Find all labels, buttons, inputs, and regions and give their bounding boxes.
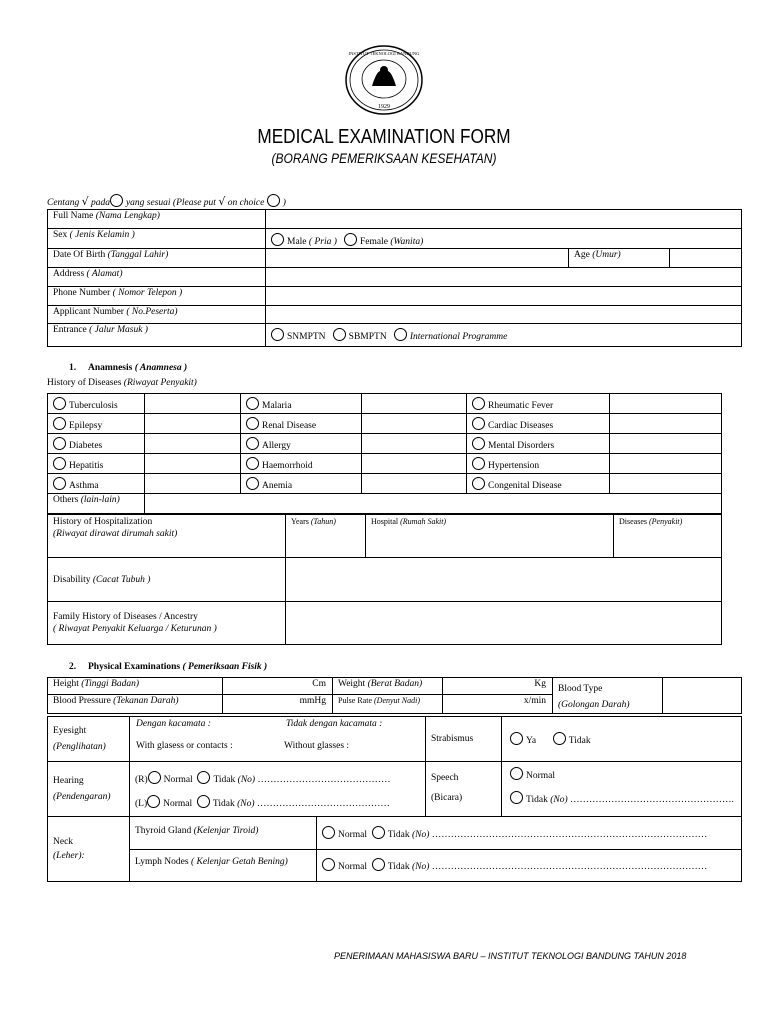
disease-radio[interactable] [472,457,485,470]
thyroid-row [48,817,742,850]
disease-label: Diabetes [69,441,103,451]
disease-option[interactable] [48,474,145,494]
disease-detail-field[interactable] [145,434,241,454]
disease-detail-field[interactable] [610,414,722,434]
bp-field[interactable]: mmHg [223,695,333,714]
blood-type-label: Blood Type (Golongan Darah) [553,678,663,714]
hearing-r-tidak-radio[interactable] [197,771,210,784]
address-row [48,268,742,287]
disease-radio[interactable] [53,457,66,470]
entrance-options: SNMPTN SBMPTN International Programme [266,324,742,347]
dob-row [48,249,742,268]
lymph-options: Normal Tidak (No) …………………………………………………………………………… [317,850,742,882]
disease-radio[interactable] [53,397,66,410]
pulse-field[interactable]: x/min [443,695,553,714]
personal-info-table [47,209,742,347]
thyroid-normal-radio[interactable] [322,826,335,839]
height-weight-row [48,678,742,695]
disease-option[interactable] [467,394,610,414]
thyroid-options: Normal Tidak (No) …………………………………………………………………………… [317,817,742,850]
applicant-label: Applicant Number ( No.Peserta) [48,306,266,324]
footer: PENERIMAAN MAHASISWA BARU – INSTITUT TEKNOLOGI BANDUNG TAHUN 2018 [334,951,687,961]
sex-row [48,229,742,249]
thyroid-label: Thyroid Gland (Kelenjar Tiroid) [130,817,317,850]
others-label: Others (lain-lain) [48,494,145,515]
without-glasses-label-id: Tidak dengan kacamata : [286,719,383,729]
lymph-normal-radio[interactable] [322,858,335,871]
disease-radio[interactable] [246,477,259,490]
neck-table [47,816,742,882]
family-history-row [48,602,722,645]
disease-detail-field[interactable] [145,394,241,414]
physical-measurements-table [47,677,742,714]
disease-detail-field[interactable] [362,394,467,414]
itb-seal-logo [344,44,424,116]
entrance-row [48,324,742,347]
hearing-options: (R) Normal Tidak (No) …………………………………… (L) Normal Tidak (No) …………………………………… [130,762,426,817]
hearing-label: Hearing (Pendengaran) [48,762,130,817]
seal-year: 1929 [378,104,390,110]
sex-options: Male ( Pria ) Female (Wanita) [266,229,742,249]
disease-radio[interactable] [472,477,485,490]
disease-label: Renal Disease [262,421,317,431]
dob-field[interactable] [266,249,569,268]
disease-detail-field[interactable] [610,454,722,474]
snmptn-radio[interactable] [271,328,284,341]
family-history-field[interactable] [286,602,722,645]
form-title: MEDICAL EXAMINATION FORM [257,126,511,148]
years-column[interactable]: Years (Tahun) [286,514,366,558]
disease-row [48,394,722,414]
full-name-field[interactable] [266,210,742,229]
hospitalization-label: History of Hospitalization (Riwayat dirawat dirumah sakit) [48,514,286,558]
phone-row [48,287,742,306]
hearing-row [48,762,742,817]
seal-text: INSTITUT TEKNOLOGI BANDUNG [348,51,420,56]
disease-detail-field[interactable] [610,394,722,414]
family-history-label: Family History of Diseases / Ancestry ( Riwayat Penyakit Keluarga / Keturunan ) [48,602,286,645]
address-field[interactable] [266,268,742,287]
radio-sample-icon [267,194,280,207]
disease-radio[interactable] [246,397,259,410]
entrance-label: Entrance ( Jalur Masuk ) [48,324,266,347]
strabismus-ya-radio[interactable] [510,732,523,745]
strabismus-tidak-radio[interactable] [553,732,566,745]
form-subtitle: (BORANG PEMERIKSAAN KESEHATAN) [271,150,497,166]
sex-label: Sex ( Jenis Kelamin ) [48,229,266,249]
disease-detail-field[interactable] [145,474,241,494]
disease-radio[interactable] [53,437,66,450]
history-of-diseases-label: History of Diseases (Riwayat Penyakit) [47,378,197,388]
eyesight-label: Eyesight (Penglihatan) [48,717,130,762]
dob-label: Date Of Birth (Tanggal Lahir) [48,249,266,268]
disease-label: Hypertension [488,461,540,471]
blood-type-field[interactable] [663,678,742,714]
disease-row [48,434,722,454]
speech-normal-radio[interactable] [510,767,523,780]
hearing-l-normal-radio[interactable] [147,795,160,808]
disease-label: Epilepsy [69,421,103,431]
disease-label: Asthma [69,481,99,491]
disease-radio[interactable] [53,477,66,490]
disease-option[interactable] [467,414,610,434]
disease-label: Mental Disorders [488,441,555,451]
disease-label: Cardiac Diseases [488,421,554,431]
disease-option[interactable] [48,434,145,454]
disease-label: Malaria [262,401,292,411]
disease-option[interactable] [467,454,610,474]
hospitalization-row [48,514,722,558]
strabismus-options: Ya Tidak [502,717,742,762]
diseases-table [47,393,722,515]
full-name-row [48,210,742,229]
disease-label: Congenital Disease [488,481,562,491]
disease-detail-field[interactable] [145,454,241,474]
disease-detail-field[interactable] [362,414,467,434]
disease-option[interactable] [48,414,145,434]
check-mark-icon: √ [218,195,226,208]
phone-field[interactable] [266,287,742,306]
height-label: Height (Tinggi Badan) [48,678,223,695]
instruction: Centang √ pada yang sesuai (Please put √ on choice ) [47,195,286,208]
disease-option[interactable] [48,394,145,414]
age-field[interactable] [670,249,742,268]
hospital-column[interactable]: Hospital (Rumah Sakit) [366,514,614,558]
disease-option[interactable] [241,454,362,474]
others-field[interactable] [145,494,722,515]
disease-radio[interactable] [246,457,259,470]
disease-option[interactable] [241,414,362,434]
full-name-label: Full Name (Nama Lengkap) [48,210,266,229]
section2-heading: 2. Physical Examinations ( Pemeriksaan Fisik ) [69,662,268,672]
address-label: Address ( Alamat) [48,268,266,287]
speech-tidak-radio[interactable] [510,791,523,804]
age-label: Age (Umur) [569,249,670,268]
thyroid-tidak-radio[interactable] [372,826,385,839]
speech-label: Speech (Bicara) [426,762,502,817]
disease-radio[interactable] [472,417,485,430]
lymph-label: Lymph Nodes ( Kelenjar Getah Bening) [130,850,317,882]
hearing-l-tidak-radio[interactable] [197,795,210,808]
diseases-column[interactable]: Diseases (Penyakit) [614,514,722,558]
sbmptn-radio[interactable] [333,328,346,341]
check-mark-icon: √ [81,195,89,208]
disease-row [48,414,722,434]
disability-field[interactable] [286,558,722,602]
disease-radio[interactable] [246,417,259,430]
disease-option[interactable] [241,394,362,414]
disease-detail-field[interactable] [610,474,722,494]
lymph-tidak-radio[interactable] [372,858,385,871]
with-glasses-label: With glasess or contacts : [136,741,233,751]
hospitalization-table [47,513,722,645]
disease-radio[interactable] [53,417,66,430]
international-radio[interactable] [394,328,407,341]
disease-detail-field[interactable] [610,434,722,454]
disease-detail-field[interactable] [362,474,467,494]
without-glasses-label: Without glasses : [284,741,350,751]
disease-option[interactable] [467,474,610,494]
strabismus-label: Strabismus [426,717,502,762]
bp-label: Blood Pressure (Tekanan Darah) [48,695,223,714]
disease-label: Hepatitis [69,461,104,471]
with-glasses-label-id: Dengan kacamata : [136,719,211,729]
disease-radio[interactable] [246,437,259,450]
disease-detail-field[interactable] [145,414,241,434]
female-radio[interactable] [344,233,357,246]
disease-row [48,454,722,474]
others-row [48,494,722,515]
disease-detail-field[interactable] [362,454,467,474]
eyesight-row [48,717,742,762]
weight-field[interactable]: Kg [443,678,553,695]
height-field[interactable]: Cm [223,678,333,695]
disease-label: Haemorrhoid [262,461,313,471]
neck-label: Neck (Leher): [48,817,130,882]
disease-radio[interactable] [472,397,485,410]
phone-label: Phone Number ( Nomor Telepon ) [48,287,266,306]
lymph-row [48,850,742,882]
disease-row [48,474,722,494]
disability-label: Disability (Cacat Tubuh ) [48,558,286,602]
disease-detail-field[interactable] [362,434,467,454]
pulse-label: Pulse Rate (Denyut Nadi) [333,695,443,714]
physical-exam-table [47,716,742,817]
applicant-row [48,306,742,324]
weight-label: Weight (Berat Badan) [333,678,443,695]
male-radio[interactable] [271,233,284,246]
disease-option[interactable] [241,474,362,494]
disease-radio[interactable] [472,437,485,450]
disease-label: Anemia [262,481,293,491]
eyesight-field[interactable] [130,717,426,762]
disease-option[interactable] [241,434,362,454]
section1-heading: 1. Anamnesis ( Anamnesa ) [69,363,188,373]
radio-sample-icon [110,194,123,207]
disease-label: Allergy [262,441,291,451]
disability-row [48,558,722,602]
applicant-field[interactable] [266,306,742,324]
disease-label: Rheumatic Fever [488,401,554,411]
speech-options: Normal Tidak (No) ……………………………………………. [502,762,742,817]
disease-option[interactable] [467,434,610,454]
disease-option[interactable] [48,454,145,474]
hearing-r-normal-radio[interactable] [148,771,161,784]
disease-label: Tuberculosis [69,401,118,411]
